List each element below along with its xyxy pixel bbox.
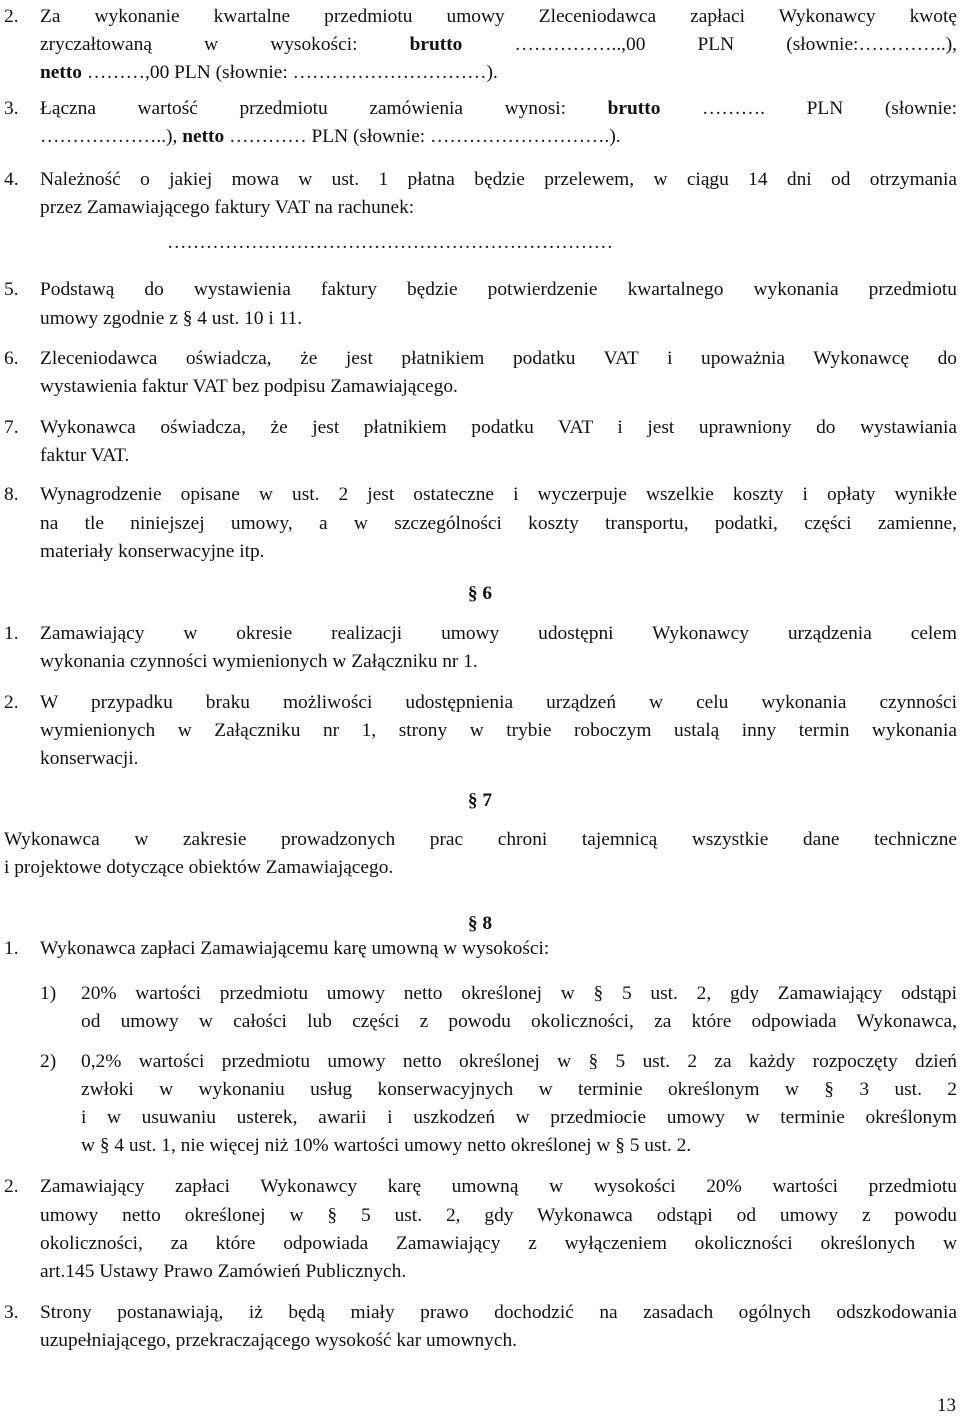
item-3-line: Łączna wartość przedmiotu zamówienia wynosi: brutto ………. PLN (słownie:	[40, 98, 957, 119]
section-8-subitem-2-line: i w usuwaniu usterek, awarii i uszkodzeń w przedmiocie umowy w terminie określonym	[81, 1107, 957, 1128]
section-6-item-1-number: 1.	[4, 623, 19, 644]
section-8-subitem-2-line: 0,2% wartości przedmiotu umowy netto określonej w § 5 ust. 2 za każdy rozpoczęty dzień	[81, 1051, 957, 1072]
item-8-line: Wynagrodzenie opisane w ust. 2 jest ostateczne i wyczerpuje wszelkie koszty i opłaty wynikłe	[40, 484, 957, 505]
item-2-number: 2.	[4, 6, 19, 27]
section-8-item-2-line: Zamawiający zapłaci Wykonawcy karę umowną w wysokości 20% wartości przedmiotu	[40, 1176, 957, 1197]
item-6-line: wystawienia faktur VAT bez podpisu Zamawiającego.	[40, 376, 458, 397]
section-8-subitem-2-line: zwłoki w wykonaniu usług konserwacyjnych w terminie określonym w § 3 ust. 2	[81, 1079, 957, 1100]
section-8-item-3-number: 3.	[4, 1302, 19, 1323]
item-7-number: 7.	[4, 417, 19, 438]
item-6-line: Zleceniodawca oświadcza, że jest płatnikiem podatku VAT i upoważnia Wykonawcę do	[40, 348, 957, 369]
section-8-item-2-number: 2.	[4, 1176, 19, 1197]
item-4-number: 4.	[4, 169, 19, 190]
item-5-number: 5.	[4, 279, 19, 300]
item-4-line: Należność o jakiej mowa w ust. 1 płatna będzie przelewem, w ciągu 14 dni od otrzymania	[40, 169, 957, 190]
item-8-number: 8.	[4, 484, 19, 505]
section-8-subitem-1-number: 1)	[40, 983, 57, 1004]
page-number: 13	[937, 1395, 956, 1416]
item-2-line: netto ………,00 PLN (słownie: …………………………).	[40, 62, 498, 83]
item-8-line: materiały konserwacyjne itp.	[40, 541, 265, 562]
section-6-heading: § 6	[467, 583, 493, 604]
section-6-item-2-line: W przypadku braku możliwości udostępnienia urządzeń w celu wykonania czynności	[40, 692, 957, 713]
section-8-subitem-1-line: od umowy w całości lub części z powodu okoliczności, za które odpowiada Wykonawca,	[81, 1011, 957, 1032]
section-8-subitem-2-line: w § 4 ust. 1, nie więcej niż 10% wartości umowy netto określonej w § 5 ust. 2.	[81, 1135, 692, 1156]
section-7-line: Wykonawca w zakresie prowadzonych prac chroni tajemnicą wszystkie dane techniczne	[4, 829, 957, 850]
item-5-line: Podstawą do wystawienia faktury będzie potwierdzenie kwartalnego wykonania przedmiotu	[40, 279, 957, 300]
item-8-line: na tle niniejszej umowy, a w szczególności koszty transportu, podatki, części zamienne,	[40, 513, 957, 534]
section-8-item-2-line: umowy netto określonej w § 5 ust. 2, gdy Wykonawca odstąpi od umowy z powodu	[40, 1205, 957, 1226]
item-2-line: Za wykonanie kwartalne przedmiotu umowy Zleceniodawca zapłaci Wykonawcy kwotę	[40, 6, 957, 27]
section-7-line: i projektowe dotyczące obiektów Zamawiającego.	[4, 857, 394, 878]
item-5-line: umowy zgodnie z § 4 ust. 10 i 11.	[40, 308, 303, 329]
section-6-item-1-line: Zamawiający w okresie realizacji umowy udostępni Wykonawcy urządzenia celem	[40, 623, 957, 644]
section-8-item-3-line: Strony postanawiają, iż będą miały prawo dochodzić na zasadach ogólnych odszkodowania	[40, 1302, 957, 1323]
item-7-line: Wykonawca oświadcza, że jest płatnikiem podatku VAT i jest uprawniony do wystawiania	[40, 417, 957, 438]
section-8-subitem-2-number: 2)	[40, 1051, 57, 1072]
item-3-number: 3.	[4, 98, 19, 119]
section-6-item-2-line: wymienionych w Załączniku nr 1, strony w trybie roboczym ustalą inny termin wykonania	[40, 720, 957, 741]
section-8-item-1-number: 1.	[4, 938, 19, 959]
item-6-number: 6.	[4, 348, 19, 369]
section-6-item-2-number: 2.	[4, 692, 19, 713]
section-6-item-2-line: konserwacji.	[40, 748, 139, 769]
section-8-item-2-line: art.145 Ustawy Prawo Zamówień Publicznych.	[40, 1261, 407, 1282]
item-7-line: faktur VAT.	[40, 445, 130, 466]
section-7-heading: § 7	[467, 790, 493, 811]
item-2-line: zryczałtowaną w wysokości: brutto ……………..,00 PLN (słownie:…………..),	[40, 34, 958, 55]
section-8-item-2-line: okoliczności, za które odpowiada Zamawiający z wyłączeniem okoliczności określonych w	[40, 1233, 957, 1254]
section-8-item-3-line: uzupełniającego, przekraczającego wysokość kar umownych.	[40, 1330, 518, 1351]
section-6-item-1-line: wykonania czynności wymienionych w Załączniku nr 1.	[40, 651, 478, 672]
section-8-item-1-line: Wykonawca zapłaci Zamawiającemu karę umowną w wysokości:	[40, 938, 550, 959]
section-8-subitem-1-line: 20% wartości przedmiotu umowy netto określonej w § 5 ust. 2, gdy Zamawiający odstąpi	[81, 983, 957, 1004]
item-4-line: przez Zamawiającego faktury VAT na rachunek:	[40, 197, 415, 218]
account-dots-line: ……………………………………………………………	[167, 232, 613, 253]
item-3-line: ………………..), netto ………… PLN (słownie: ……………………….).	[40, 126, 621, 147]
section-8-heading: § 8	[467, 913, 493, 934]
